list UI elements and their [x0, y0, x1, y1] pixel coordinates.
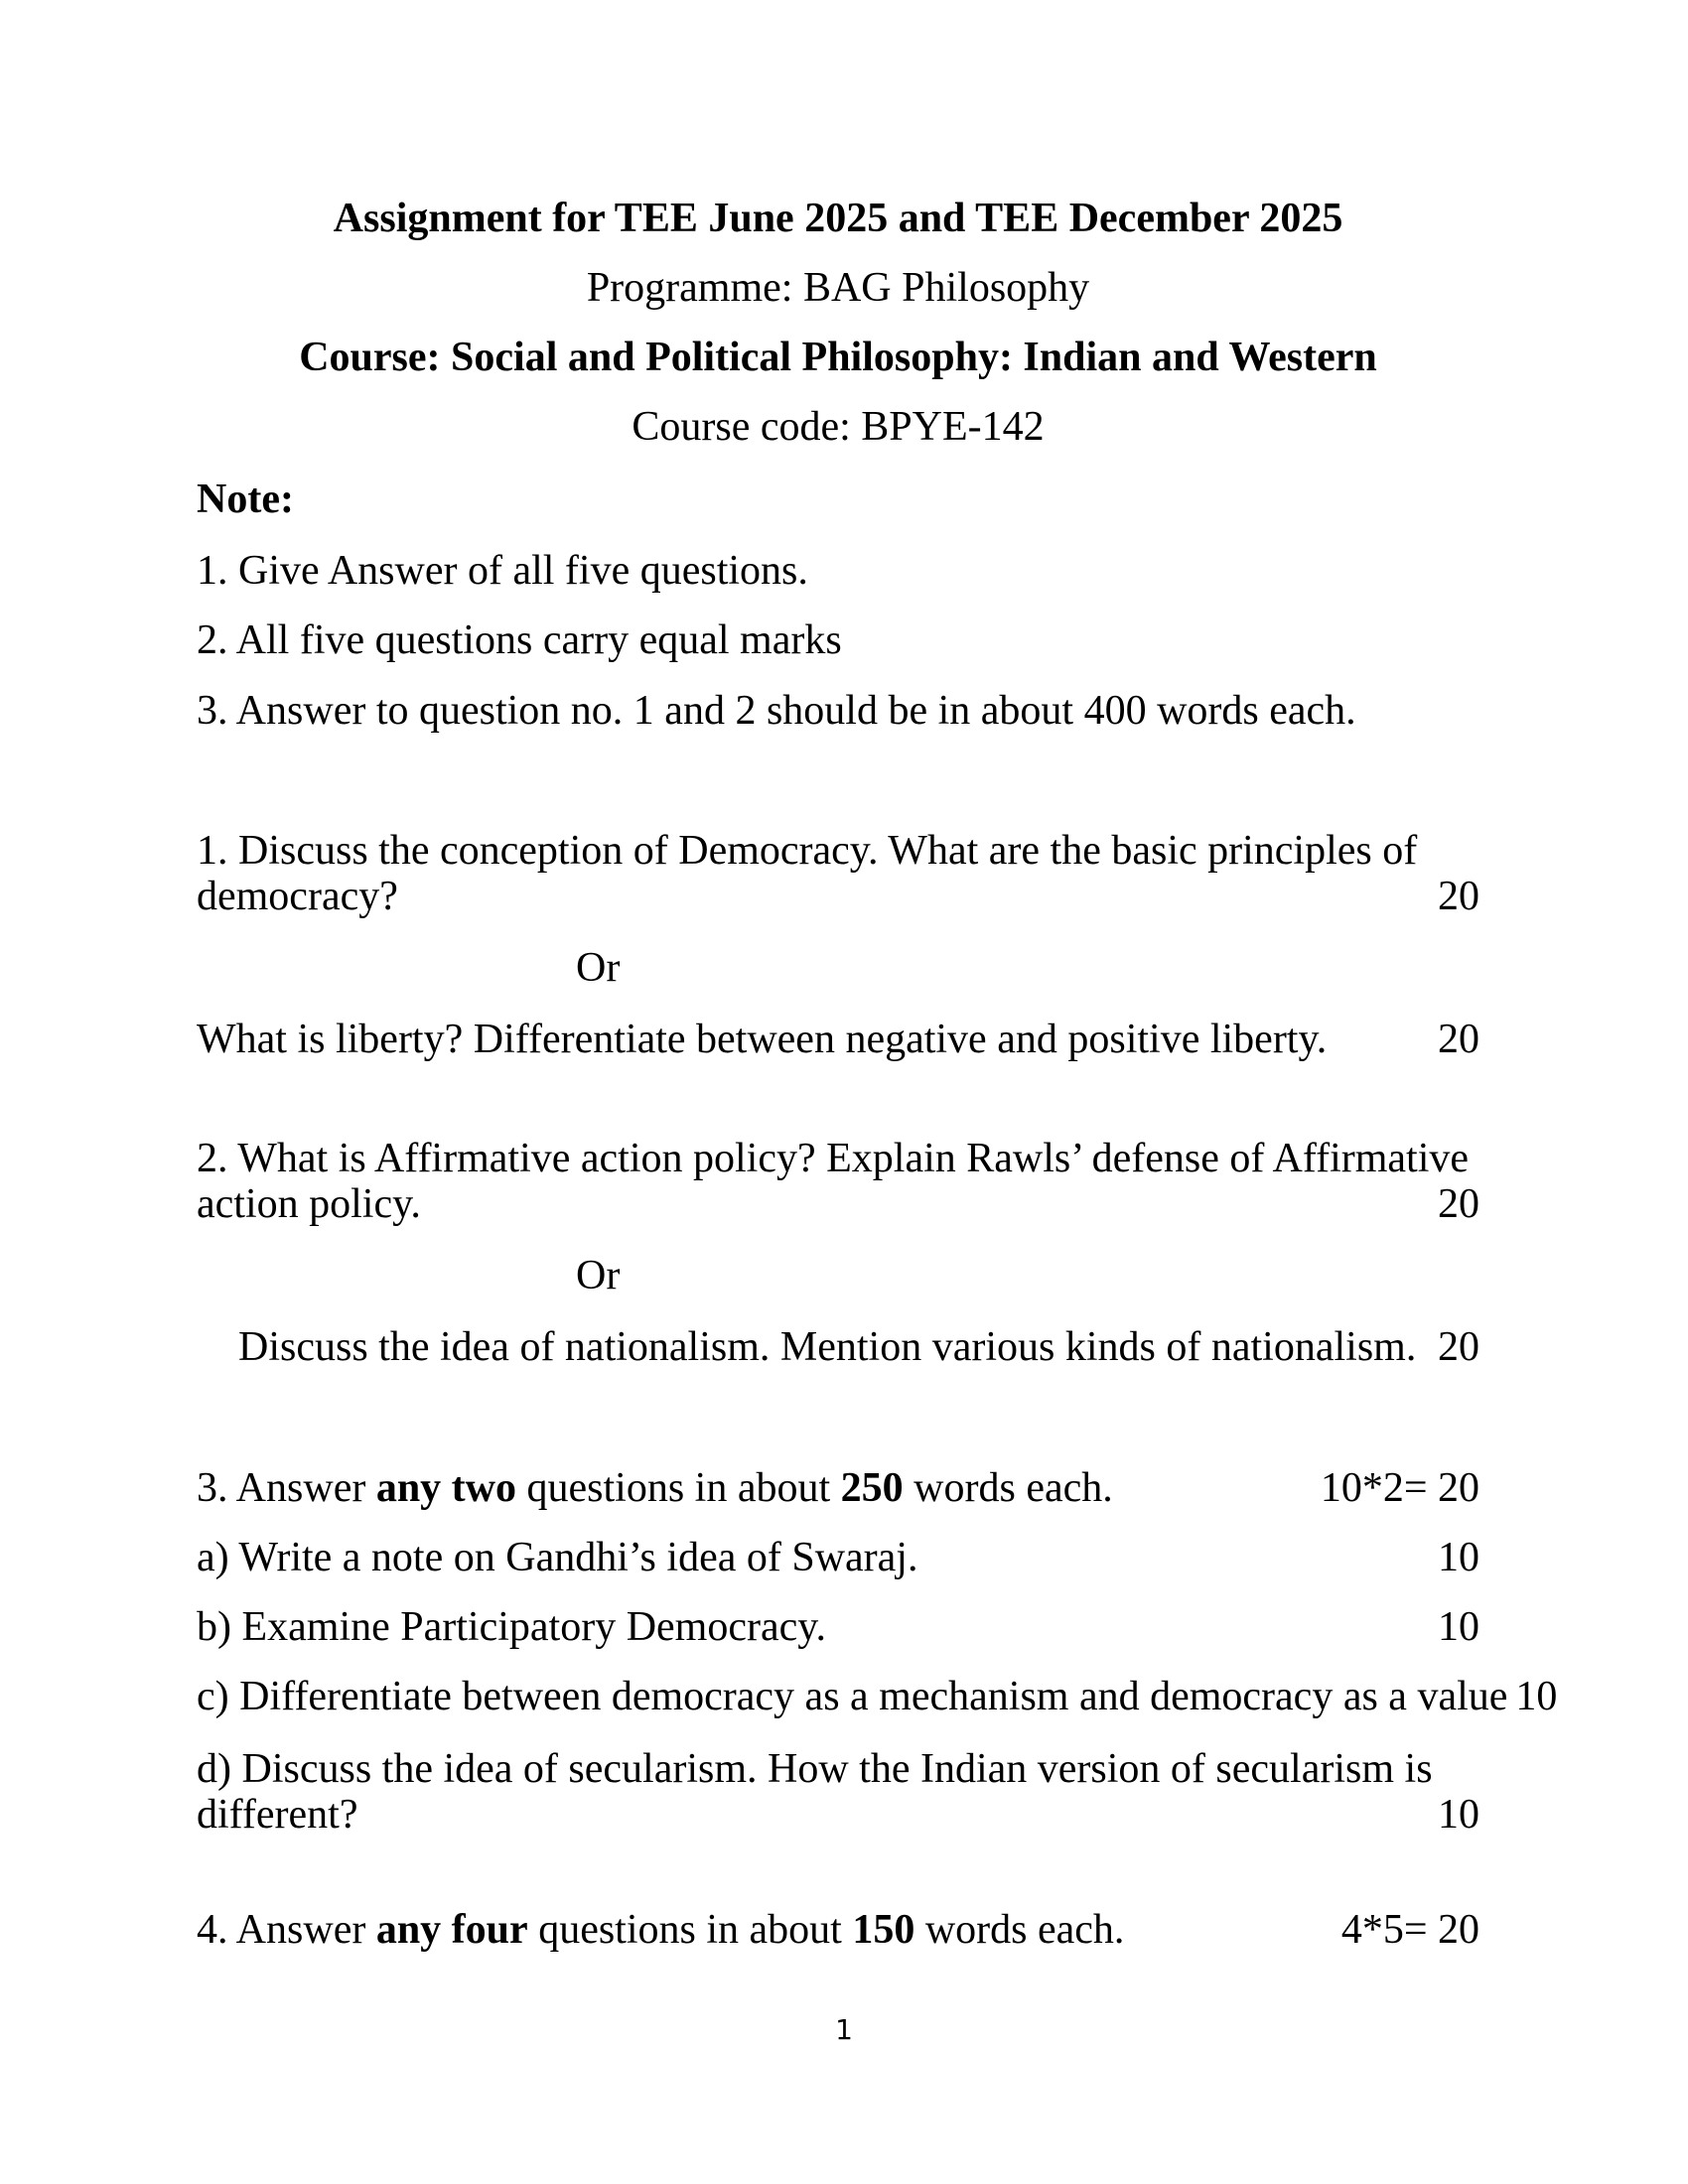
question-3c-text: c) Differentiate between democracy as a mechanism and democracy as a value	[197, 1674, 1508, 1719]
note-item-2: 2. All five questions carry equal marks	[197, 617, 842, 663]
question-3c-marks: 10	[1515, 1674, 1558, 1719]
document-title: Assignment for TEE June 2025 and TEE December 2025	[333, 196, 1343, 241]
question-1	[197, 828, 1479, 919]
question-2-alt-marks: 20	[1438, 1324, 1479, 1370]
question-3b	[197, 1604, 1479, 1650]
question-1-alt-text: What is liberty? Differentiate between negative and positive liberty.	[197, 1017, 1328, 1062]
question-3b-text: b) Examine Participatory Democracy.	[197, 1604, 827, 1650]
question-3-marks: 10*2= 20	[1320, 1465, 1479, 1511]
question-1-alt-marks: 20	[1438, 1017, 1479, 1062]
question-3d	[197, 1746, 1479, 1838]
question-2	[197, 1136, 1479, 1227]
question-3d-text-line-2	[197, 1792, 1479, 1838]
question-3b-marks: 10	[1438, 1604, 1479, 1650]
document-content	[197, 196, 1558, 1977]
note-item-1: 1. Give Answer of all five questions.	[197, 548, 808, 594]
question-3a-text: a) Write a note on Gandhi’s idea of Swaraj.	[197, 1535, 918, 1580]
question-2-text-line-1: 2. What is Affirmative action policy? Explain Rawls’ defense of Affirmative	[197, 1136, 1470, 1181]
course-code-line: Course code: BPYE-142	[632, 404, 1045, 450]
question-3d-marks: 10	[1438, 1792, 1479, 1838]
programme-line: Programme: BAG Philosophy	[586, 265, 1090, 311]
note-label: Note:	[197, 477, 294, 522]
question-3d-text-continued: different?	[197, 1792, 358, 1838]
question-3a-marks: 10	[1438, 1535, 1479, 1580]
note-item-3: 3. Answer to question no. 1 and 2 should be in about 400 words each.	[197, 688, 1356, 734]
question-3c	[197, 1674, 1558, 1719]
question-4	[197, 1907, 1479, 1953]
question-3a	[197, 1535, 1479, 1580]
question-2-marks: 20	[1438, 1181, 1479, 1227]
question-2-text-continued: action policy.	[197, 1181, 421, 1227]
question-1-text-continued: democracy?	[197, 874, 398, 919]
question-4-text: 4. Answer any four questions in about 150 words each.	[197, 1907, 1125, 1953]
or-separator-2: Or	[576, 1253, 621, 1298]
question-2-text-line-2	[197, 1181, 1479, 1227]
question-2-alternative	[197, 1324, 1479, 1370]
question-3-text: 3. Answer any two questions in about 250 words each.	[197, 1465, 1113, 1511]
question-4-marks: 4*5= 20	[1340, 1907, 1479, 1953]
or-separator-1: Or	[576, 945, 621, 991]
page-number: 1	[835, 2013, 853, 2046]
question-1-text-line-2	[197, 874, 1479, 919]
question-2-alt-text: Discuss the idea of nationalism. Mention various kinds of nationalism.	[238, 1324, 1417, 1370]
question-3d-text-line-1: d) Discuss the idea of secularism. How the Indian version of secularism is	[197, 1746, 1433, 1792]
course-line: Course: Social and Political Philosophy: Indian and Western	[299, 335, 1377, 380]
question-1-marks: 20	[1438, 874, 1479, 919]
question-1-text-line-1: 1. Discuss the conception of Democracy. What are the basic principles of	[197, 828, 1418, 874]
question-1-alternative	[197, 1017, 1479, 1062]
question-3	[197, 1465, 1479, 1511]
